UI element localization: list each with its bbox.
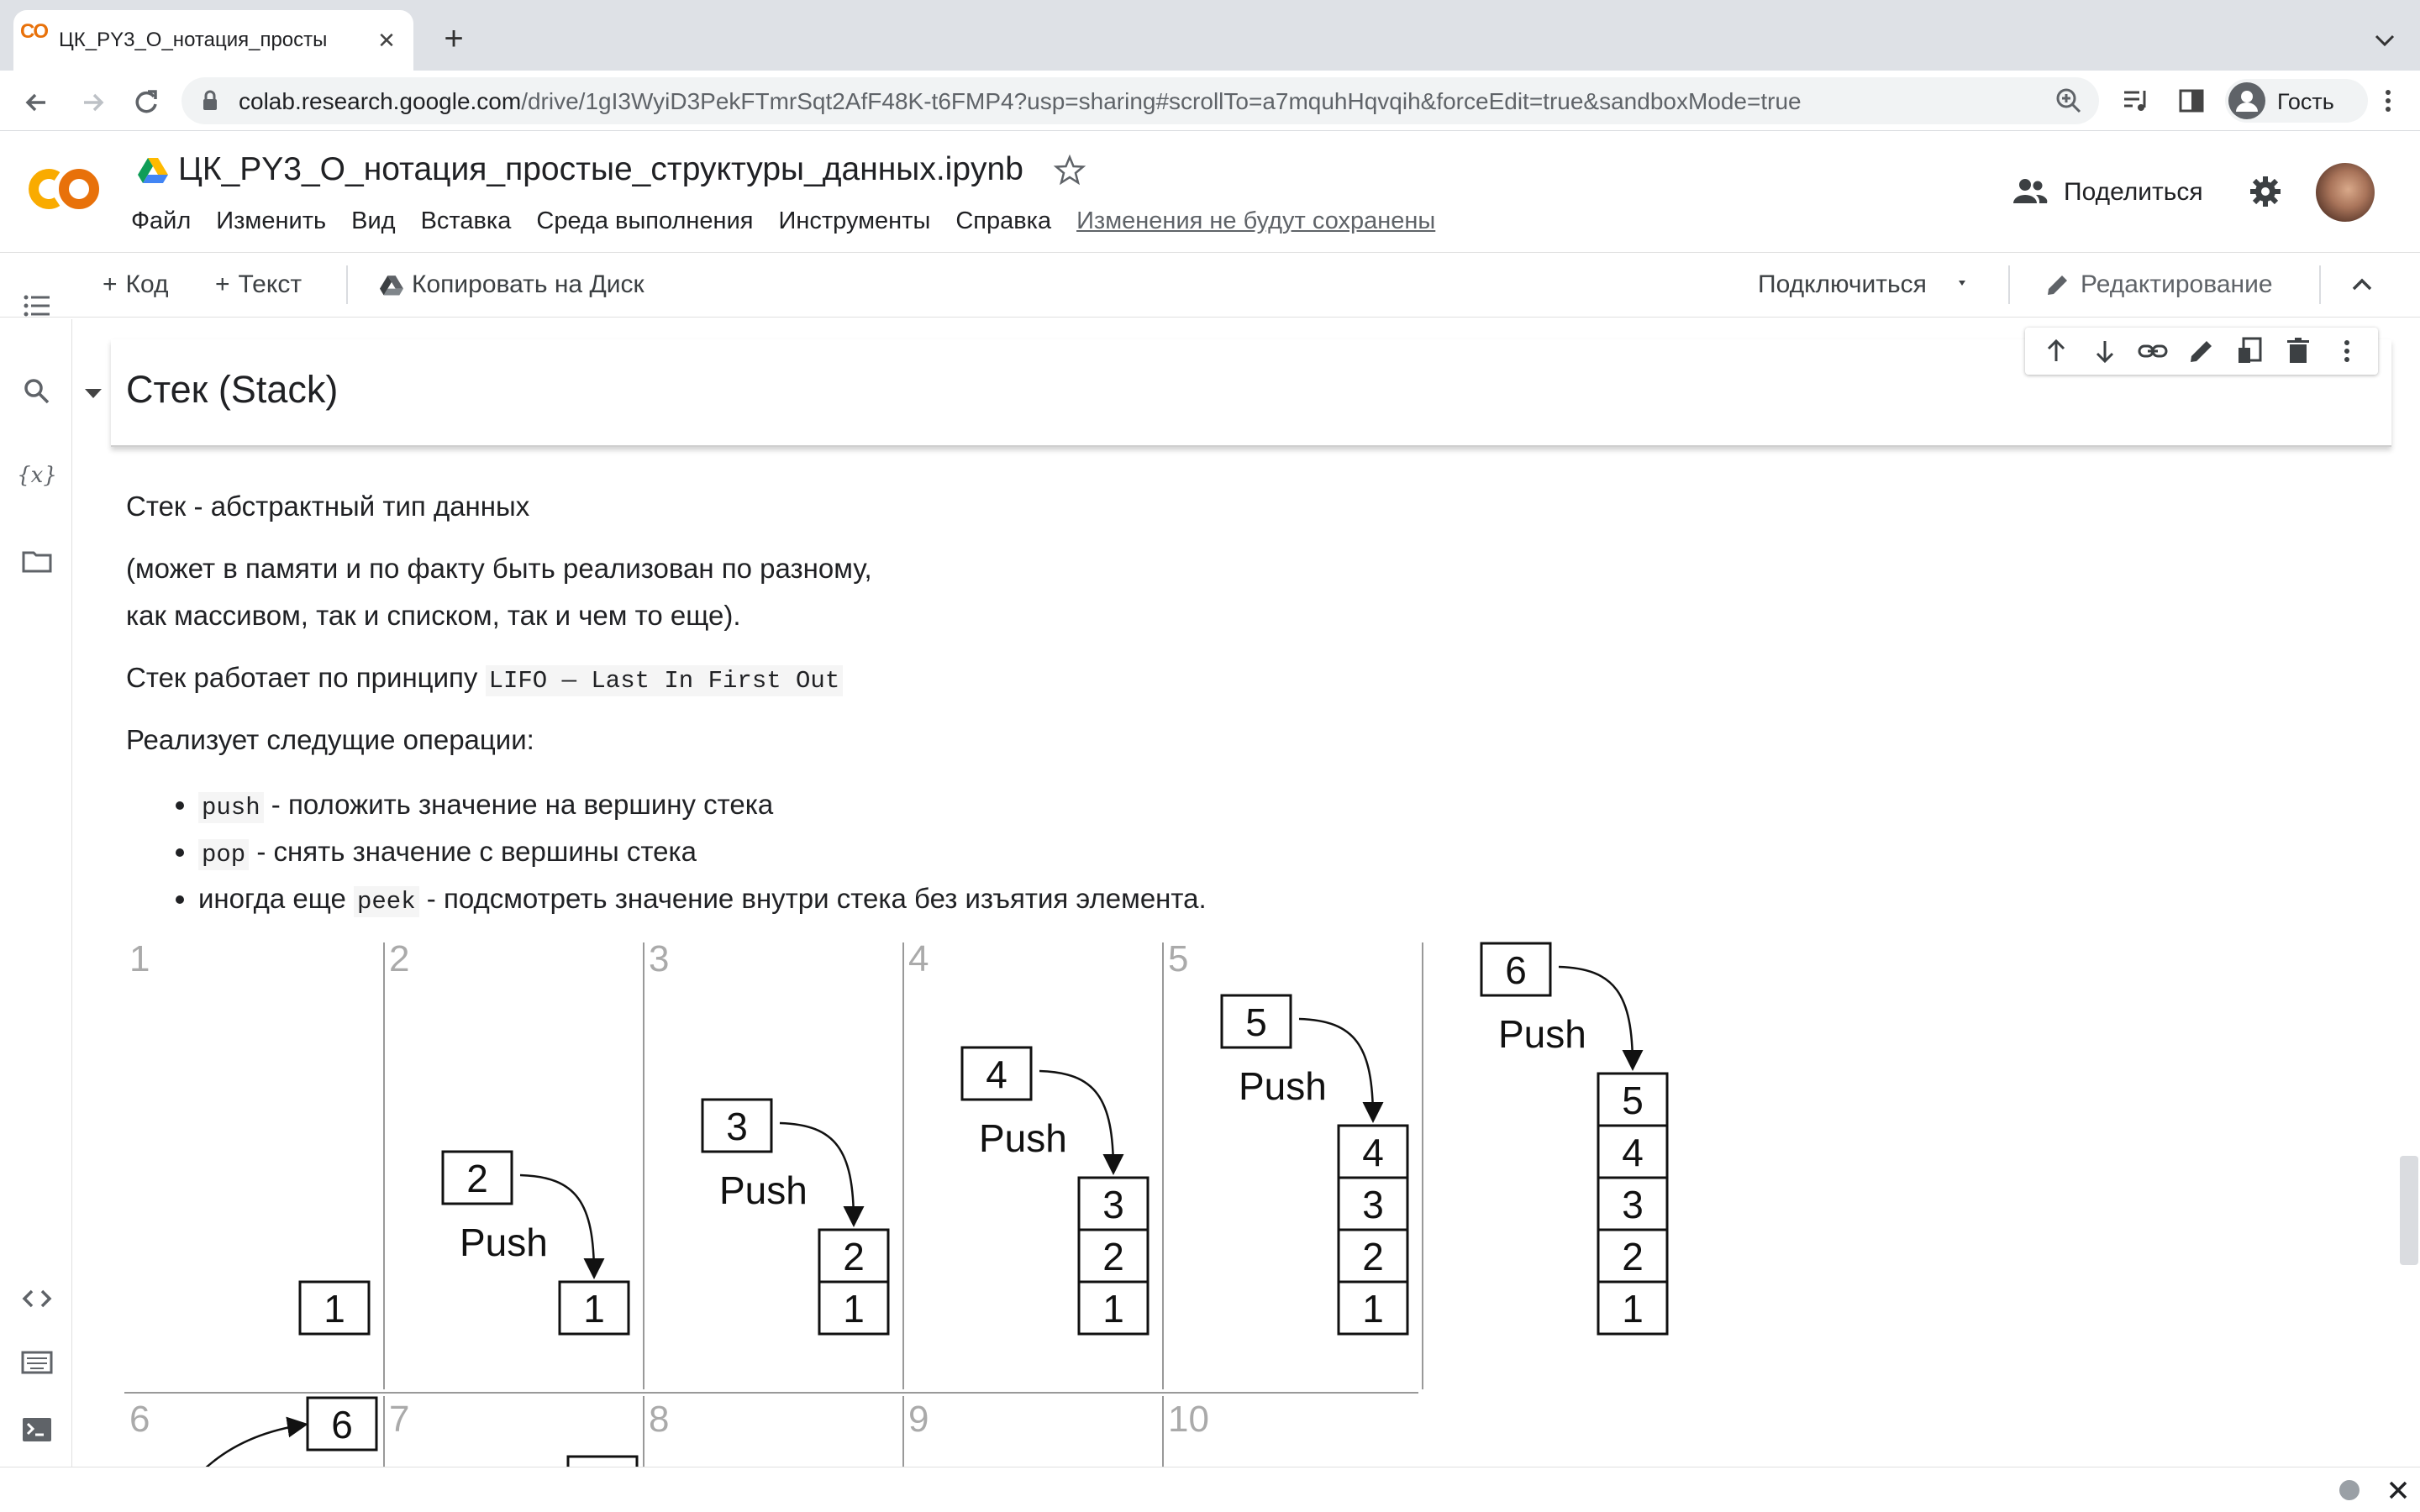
pushed-value: 2 bbox=[466, 1157, 488, 1200]
editing-label: Редактирование bbox=[2081, 270, 2273, 298]
stack-value: 3 bbox=[1102, 1183, 1124, 1226]
add-text-label: Текст bbox=[238, 270, 302, 298]
connect-button[interactable] bbox=[1758, 267, 1969, 302]
stack-value: 1 bbox=[1102, 1287, 1124, 1331]
google-drive-icon[interactable] bbox=[138, 156, 168, 183]
runtime-status-icon bbox=[2339, 1480, 2360, 1500]
lifo-code: LIFO — Last In First Out bbox=[486, 665, 844, 696]
toolbar-divider bbox=[2319, 265, 2321, 304]
copy-to-drive-label: Копировать на Диск bbox=[412, 270, 644, 298]
section-heading: Стек (Stack) bbox=[126, 368, 339, 411]
share-people-icon[interactable] bbox=[2012, 176, 2049, 207]
more-options-icon[interactable] bbox=[2330, 334, 2364, 368]
reload-icon[interactable] bbox=[128, 84, 165, 121]
tab-close-button[interactable]: ✕ bbox=[377, 28, 396, 53]
stack-value: 1 bbox=[1362, 1287, 1384, 1331]
svg-text:{x}: {x} bbox=[17, 463, 57, 488]
op-code-pop: pop bbox=[198, 839, 249, 870]
step-label: 9 bbox=[908, 1399, 929, 1440]
profile-label: Гость bbox=[2277, 89, 2334, 114]
edit-pencil-icon[interactable] bbox=[2185, 334, 2218, 368]
media-controls-icon[interactable] bbox=[2119, 84, 2153, 118]
search-icon[interactable] bbox=[18, 373, 55, 410]
push-label: Push bbox=[460, 1221, 548, 1264]
add-code-button[interactable] bbox=[103, 267, 169, 302]
stack-value: 4 bbox=[1622, 1131, 1644, 1174]
share-button[interactable]: Поделиться bbox=[2064, 178, 2203, 206]
back-arrow-icon[interactable] bbox=[18, 84, 55, 121]
push-label: Push bbox=[719, 1168, 808, 1212]
stack-value: 2 bbox=[1102, 1235, 1124, 1278]
stack-push-diagram bbox=[124, 936, 1644, 1473]
user-avatar[interactable] bbox=[2316, 163, 2375, 222]
url-text[interactable] bbox=[239, 88, 1802, 115]
command-palette-icon[interactable] bbox=[18, 1344, 55, 1381]
lock-icon[interactable] bbox=[198, 89, 222, 113]
url-host: colab.research.google.com bbox=[239, 88, 522, 114]
move-down-icon[interactable] bbox=[2088, 334, 2122, 368]
paragraph-implementation-line1: (может в памяти и по факту быть реализован по разному, bbox=[126, 553, 872, 584]
pushed-value: 6 bbox=[1505, 948, 1527, 992]
editing-mode-button[interactable] bbox=[2044, 267, 2273, 302]
copy-to-drive-button[interactable] bbox=[380, 267, 644, 302]
menu-bar bbox=[131, 207, 1435, 241]
menu-runtime[interactable]: Среда выполнения bbox=[536, 207, 754, 234]
table-of-contents-icon[interactable] bbox=[18, 287, 55, 324]
stack-value: 2 bbox=[1362, 1235, 1384, 1278]
stack-value: 1 bbox=[324, 1287, 345, 1331]
paragraph-implementation-line2: как массивом, так и списком, так и чем то еще). bbox=[126, 600, 741, 631]
push-label: Push bbox=[1498, 1012, 1586, 1056]
push-label: Push bbox=[979, 1116, 1067, 1160]
stack-value: 5 bbox=[1622, 1079, 1644, 1122]
pencil-icon bbox=[2044, 270, 2072, 299]
unsaved-changes-link[interactable]: Изменения не будут сохранены bbox=[1076, 207, 1436, 234]
list-item: • pop - снять значение с вершины стека bbox=[198, 828, 1207, 875]
step-label: 8 bbox=[649, 1399, 670, 1440]
connect-label: Подключиться bbox=[1758, 270, 1927, 298]
step-label: 2 bbox=[389, 938, 410, 979]
list-item: • push - положить значение на вершину стека bbox=[198, 781, 1207, 828]
step-label: 4 bbox=[908, 938, 929, 979]
variables-icon[interactable] bbox=[18, 457, 55, 494]
add-text-button[interactable] bbox=[215, 267, 302, 302]
list-item: • иногда еще peek - подсмотреть значение внутри стека без изъятия элемента. bbox=[198, 875, 1207, 922]
tab-search-chevron-icon[interactable] bbox=[2368, 24, 2402, 57]
step-label: 5 bbox=[1168, 938, 1189, 979]
colab-logo-icon[interactable] bbox=[25, 165, 104, 213]
chevron-up-icon[interactable] bbox=[2344, 267, 2380, 302]
url-path: /drive/1gI3WyiD3PekFTmrSqt2AfF48K-t6FMP4?usp=sharing#scrollTo=a7mquhHqvqih&forceEdit=true&sandboxMode=true bbox=[521, 88, 1802, 114]
plus-icon: + bbox=[215, 270, 230, 298]
side-panel-icon[interactable] bbox=[2175, 84, 2208, 118]
add-code-label: Код bbox=[125, 270, 169, 298]
caret-down-icon[interactable] bbox=[1935, 272, 1969, 297]
code-snippets-icon[interactable] bbox=[18, 1280, 55, 1317]
push-label: Push bbox=[1239, 1064, 1327, 1108]
stack-value: 1 bbox=[843, 1287, 865, 1331]
section-collapse-caret-icon[interactable] bbox=[81, 383, 106, 403]
guest-avatar-icon bbox=[2228, 82, 2265, 119]
forward-arrow-icon[interactable] bbox=[74, 84, 111, 121]
stack-value: 3 bbox=[1622, 1183, 1644, 1226]
tab-title: ЦК_PY3_О_нотация_просты bbox=[59, 29, 328, 51]
menu-edit[interactable]: Изменить bbox=[216, 207, 327, 234]
chrome-menu-icon[interactable] bbox=[2371, 84, 2405, 118]
menu-help[interactable]: Справка bbox=[955, 207, 1052, 234]
step-label: 1 bbox=[129, 938, 150, 979]
mirror-cell-icon[interactable] bbox=[2233, 334, 2267, 368]
step-label: 7 bbox=[389, 1399, 410, 1440]
folder-icon[interactable] bbox=[18, 543, 55, 580]
lifo-text: Стек работает по принципу bbox=[126, 662, 486, 693]
menu-insert[interactable]: Вставка bbox=[420, 207, 512, 234]
colab-favicon-icon: CO bbox=[20, 20, 47, 43]
zoom-icon[interactable] bbox=[2054, 86, 2084, 116]
delete-icon[interactable] bbox=[2281, 334, 2315, 368]
menu-tools[interactable]: Инструменты bbox=[778, 207, 931, 234]
star-icon[interactable] bbox=[1052, 153, 1087, 188]
stack-value: 1 bbox=[1622, 1287, 1644, 1331]
gear-icon[interactable] bbox=[2247, 173, 2284, 210]
link-icon[interactable] bbox=[2136, 334, 2170, 368]
op-code-peek: peek bbox=[354, 886, 419, 917]
operations-list bbox=[198, 781, 1207, 922]
stack-value: 3 bbox=[1362, 1183, 1384, 1226]
stack-value: 2 bbox=[1622, 1235, 1644, 1278]
stack-value: 1 bbox=[583, 1287, 605, 1331]
pushed-value: 6 bbox=[331, 1403, 353, 1446]
pushed-value: 3 bbox=[726, 1105, 748, 1148]
notebook-title[interactable]: ЦК_PY3_О_нотация_простые_структуры_данных.ipynb bbox=[178, 151, 1023, 187]
drive-icon bbox=[380, 274, 403, 296]
toolbar-divider bbox=[2008, 265, 2010, 304]
scrollbar-thumb[interactable] bbox=[2400, 1156, 2418, 1265]
status-bar bbox=[0, 1467, 2420, 1512]
move-up-icon[interactable] bbox=[2039, 334, 2073, 368]
paragraph-lifo bbox=[126, 662, 843, 695]
paragraph-operations: Реализует следущие операции: bbox=[126, 724, 534, 755]
new-tab-button[interactable]: + bbox=[444, 20, 464, 57]
step-label: 3 bbox=[649, 938, 670, 979]
close-status-icon[interactable] bbox=[2383, 1475, 2413, 1505]
pushed-value: 4 bbox=[986, 1053, 1007, 1096]
stack-value: 2 bbox=[843, 1235, 865, 1278]
step-label: 6 bbox=[129, 1399, 150, 1440]
menu-view[interactable]: Вид bbox=[351, 207, 396, 234]
paragraph-definition: Стек - абстрактный тип данных bbox=[126, 491, 530, 522]
op-code-push: push bbox=[198, 792, 264, 823]
pushed-value: 5 bbox=[1245, 1000, 1267, 1044]
terminal-icon[interactable] bbox=[18, 1411, 55, 1448]
menu-file[interactable]: Файл bbox=[131, 207, 192, 234]
cell-toolbar bbox=[2025, 328, 2378, 375]
toolbar-divider bbox=[346, 265, 348, 304]
stack-value: 4 bbox=[1362, 1131, 1384, 1174]
plus-icon: + bbox=[103, 270, 118, 298]
step-label: 10 bbox=[1168, 1399, 1209, 1440]
